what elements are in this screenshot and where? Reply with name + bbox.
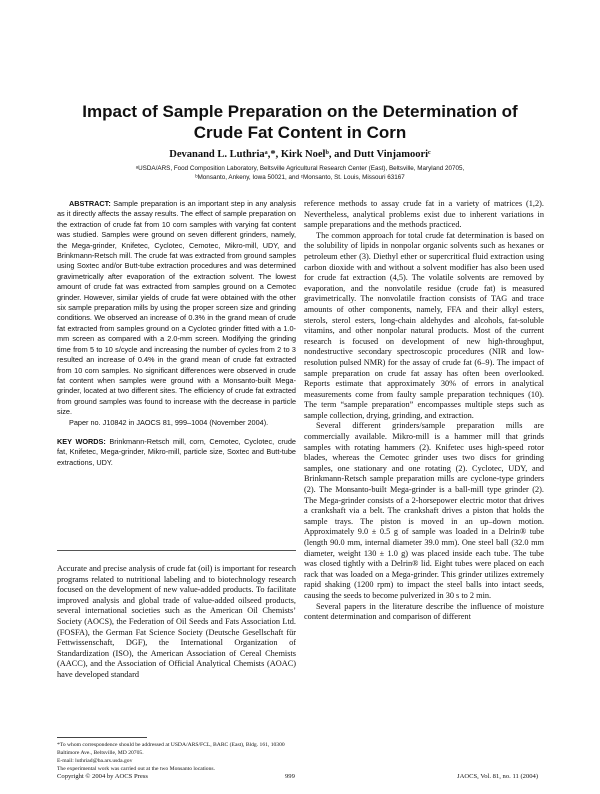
abstract-block	[57, 199, 296, 468]
body-left-column	[57, 564, 296, 681]
affiliations	[40, 164, 560, 182]
body-paragraph-3: Several different grinders/sample preparation mills are commercially available. Mikro-mill is a hammer mill that grinds samples with rotating hammers (2). Knifetec uses high-speed rotor blades, whereas the Cemotec grinder uses two discs for grinding samples, one stationary and one rotating (2). Cyclotec, UDY, and Brinkmann-Retsch sample preparation mills are cyclone-type grinders (2). The Monsanto-built Mega-grinder is a ball-mill type grinder (2). The Mega-grinder consists of a 2-horsepower electric motor that drives a crankshaft via a belt. The crankshaft drives a piston that holds the sample trays. The piston is moved in an up–down motion. Approximately 9.0 ± 0.5 g of sample was loaded in a Delrin® tube (length 90.0 mm, internal diameter 39.0 mm). One steel ball (32.0 mm diameter, weight 130 ± 1.0 g) was placed inside each tube. The tube was closed tightly with a Delrin® lid. Eight tubes were placed on each rack that was loaded on a Mega-grinder. This grinder utilizes extremely rapid shaking (1200 rpm) to impact the steel balls into intact seeds, causing the seeds to become pulverized in 30 s to 2 min.	[304, 421, 544, 600]
affiliation-line-1: ᵃUSDA/ARS, Food Composition Laboratory, Beltsville Agricultural Research Center (East), Beltsville, Maryland 20705,	[135, 165, 465, 172]
footer-copyright: Copyright © 2004 by AOCS Press	[57, 773, 148, 780]
footer-page-number: 999	[285, 773, 295, 780]
footnote-experimental: The experimental work was carried out at the two Monsanto locations.	[57, 766, 215, 772]
abstract-text: Sample preparation is an important step in any analysis as it directly affects the assay results. The effect of sample preparation on the extraction of crude fat from 10 corn samples with varying fat content was studied. Samples were ground on seven different grinders, namely, the Mega-grinder, Knifetec, Cyclotec, Cemotec, Mikro-mill, UDY, and Brinkmann-Retsch mill. The crude fat was extracted from ground samples using Soxtec and/or Butt-tube extraction procedures and was determined gravimetrically after evaporation of the extraction solvent. The lowest amount of crude fat was extracted from samples ground on a Cemotec grinder. However, similar yields of crude fat were obtained with the other six sample preparation mills by using the proper screen size and grinding conditions. We observed an increase of 0.3% in the grand mean of crude fat extracted from samples ground on a Cyclotec grinder fitted with a 1.0-mm screen as compared with a 2.0-mm screen. Modifying the grinding time from 5 to 10 s/cycle and increasing the number of cycles from 2 to 3 resulted an increase of 0.4% in the grand mean of crude fat extracted from 10 corn samples. No significant differences were observed in crude fat content when samples were ground with a Monsanto-built Mega-grinder, located at two different sites. The efficiency of crude fat extracted from ground samples was found to increase with the decrease in particle size.	[57, 199, 296, 417]
keywords-text: Brinkmann-Retsch mill, corn, Cemotec, Cyclotec, crude fat, Knifetec, Mega-grinder, Mikro-mill, particle size, Soxtec and Butt-tube extractions, UDY.	[57, 436, 296, 467]
author-list: Devanand L. Luthriaᵃ,*, Kirk Noelᵇ, and Dutt Vinjamooriᶜ	[169, 149, 431, 160]
footnotes	[57, 741, 296, 773]
footer-journal: JAOCS, Vol. 81, no. 11 (2004)	[457, 773, 539, 780]
body-paragraph-1: reference methods to assay crude fat in a variety of matrices (1,2). Nevertheless, analytical problems exist due to inherent variations in sample preparations and the methods practiced.	[304, 199, 544, 230]
abstract-label: ABSTRACT:	[69, 199, 111, 208]
body-right-column	[304, 199, 544, 623]
abstract	[57, 199, 296, 418]
paper-number: Paper no. J10842 in JAOCS 81, 999–1004 (November 2004).	[69, 417, 269, 427]
footnote-divider	[57, 737, 147, 738]
footnote-correspondence: *To whom correspondence should be addressed at USDA/ARS/FCL, BARC (East), Bldg. 161, 10300 Baltimore Ave., Beltsville, MD 20705.	[57, 742, 285, 756]
body-paragraph-4: Several papers in the literature describe the influence of moisture content determination and comparison of different	[304, 601, 544, 622]
abstract-divider	[57, 550, 296, 551]
paper-title: Impact of Sample Preparation on the Determination of Crude Fat Content in Corn	[82, 102, 518, 142]
keywords	[57, 437, 296, 468]
keywords-label: KEY WORDS:	[57, 436, 106, 446]
body-paragraph-2: The common approach for total crude fat determination is based on the solubility of lipids in nonpolar organic solvents such as hexanes or petroleum ether (3). Diethyl ether or supercritical fluid extraction using carbon dioxide with and without a solvent modifier has also been used for crude fat extraction (4,5). The volatile solvents are removed by evaporation, and the nonvolatile residue (crude fat) is measured gravimetrically. The nonvolatile fraction consists of TAG and trace amounts of other components, namely, FFA and their alkyl esters, sterols, sterol esters, long-chain aldehydes and alcohols, fat-soluble vitamins, and other nonpolar natural products. Most of the current research is focused on development of new high-throughput, nondestructive secondary spectroscopic procedures (NIR and low-resolution pulsed NMR) for the assay of crude fat (6–9). The impact of sample preparation on crude fat assay has often been overlooked. Reports estimate that approximately 30% of errors in analytical measurements come from faulty sample preparation techniques (10). The term “sample preparation” encompasses multiple steps such as sample collection, drying, grinding, and extraction.	[304, 230, 544, 420]
affiliation-line-2: ᵇMonsanto, Ankeny, Iowa 50021, and ᶜMonsanto, St. Louis, Missouri 63167	[195, 174, 405, 181]
footnote-email: E-mail: luthriad@ba.ars.usda.gov	[57, 758, 133, 764]
intro-paragraph: Accurate and precise analysis of crude fat (oil) is important for research programs related to nutritional labeling and to biotechnology research focused on the development of new value-added products. To facilitate improved analysis and global trade of value-added oilseed products, several international societies such as the American Oil Chemists’ Society (AOCS), the Federation of Oil Seeds and Fats Association Ltd. (FOSFA), the German Fat Science Society (Deutsche Gesellschaft für Fettwissenschaft, DGF), the International Organization of Standardization (ISO), the American Association of Cereal Chemists (AACC), and the Association of Official Analytical Chemists (AOAC) have developed standard	[57, 564, 296, 679]
